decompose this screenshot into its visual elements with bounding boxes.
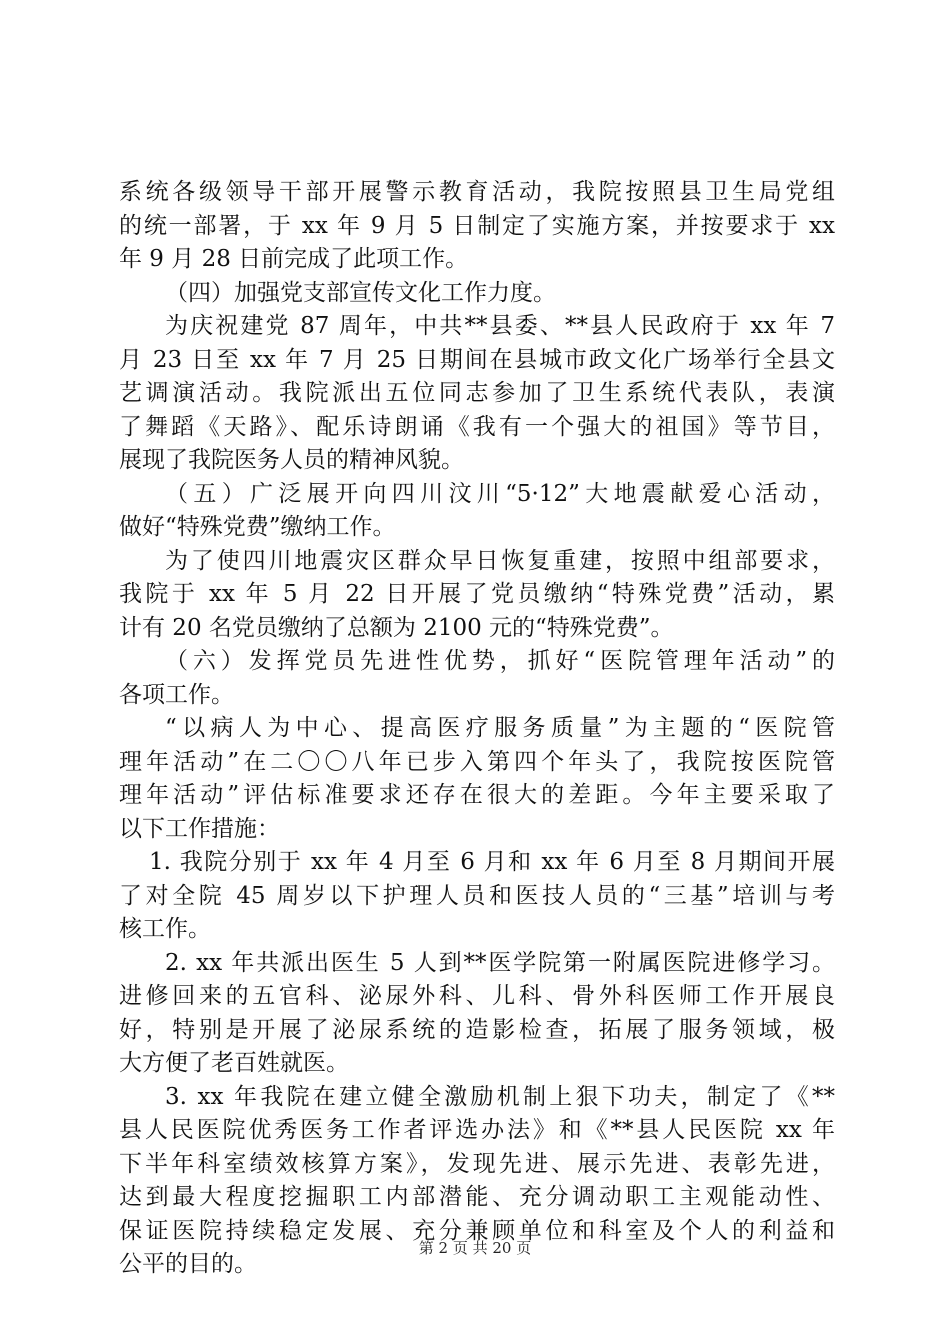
text-line: 展现了我院医务人员的精神风貌。 [119, 447, 464, 473]
text-line: 大方便了老百姓就医。 [119, 1050, 349, 1076]
text-line: 计有 20 名党员缴纳了总额为 2100 元的“特殊党费”。 [119, 614, 674, 641]
text-line: 理年活动”评估标准要求还存在很大的差距。今年主要采取了 [119, 782, 835, 808]
text-line: 的统一部署，于 xx 年 9 月 5 日制定了实施方案，并按要求于 xx [119, 212, 835, 239]
list-item: 3. xx 年我院在建立健全激励机制上狠下功夫，制定了《** [165, 1083, 835, 1110]
text-line: 艺调演活动。我院派出五位同志参加了卫生系统代表队，表演 [119, 380, 835, 406]
text-line: 保证医院持续稳定发展、充分兼顾单位和科室及个人的利益和 [119, 1217, 835, 1244]
section-heading: （六）发挥党员先进性优势，抓好“医院管理年活动”的 [165, 648, 835, 674]
text-line: 核工作。 [119, 916, 211, 942]
section-heading: 各项工作。 [119, 681, 234, 708]
text-line: 达到最大程度挖掘职工内部潜能、充分调动职工主观能动性、 [119, 1184, 835, 1210]
section-heading: （四）加强党支部宣传文化工作力度。 [165, 279, 556, 306]
page-number-footer: 第 2 页 共 20 页 [418, 1239, 532, 1257]
text-line: 公平的目的。 [119, 1251, 257, 1277]
text-line: 我院于 xx 年 5 月 22 日开展了党员缴纳“特殊党费”活动，累 [119, 581, 835, 607]
text-line: “以病人为中心、提高医疗服务质量”为主题的“医院管 [165, 715, 835, 741]
text-line: 进修回来的五官科、泌尿外科、儿科、骨外科医师工作开展良 [119, 983, 835, 1009]
text-line: 月 23 日至 xx 年 7 月 25 日期间在县城市政文化广场举行全县文 [119, 346, 835, 373]
text-line: 年 9 月 28 日前完成了此项工作。 [119, 246, 469, 272]
document-body [119, 176, 835, 1282]
text-line: 下半年科室绩效核算方案》，发现先进、展示先进、表彰先进， [119, 1150, 835, 1177]
list-item: 1. 我院分别于 xx 年 4 月至 6 月和 xx 年 6 月至 8 月期间开展 [149, 849, 835, 875]
text-line: 好，特别是开展了泌尿系统的造影检查，拓展了服务领域，极 [119, 1016, 835, 1043]
text-line: 了舞蹈《天路》、配乐诗朗诵《我有一个强大的祖国》等节目， [119, 413, 835, 440]
text-line: 为了使四川地震灾区群众早日恢复重建，按照中组部要求， [165, 547, 835, 574]
text-line: 以下工作措施： [119, 815, 280, 842]
text-line: 为庆祝建党 87 周年，中共**县委、**县人民政府于 xx 年 7 [165, 313, 835, 339]
list-item: 2. xx 年共派出医生 5 人到**医学院第一附属医院进修学习。 [165, 949, 835, 976]
section-heading: （五）广泛展开向四川汶川“5·12”大地震献爱心活动， [165, 480, 835, 507]
text-line: 系统各级领导干部开展警示教育活动，我院按照县卫生局党组 [119, 179, 835, 205]
section-heading: 做好“特殊党费”缴纳工作。 [119, 514, 396, 540]
text-line: 理年活动”在二〇〇八年已步入第四个年头了，我院按医院管 [119, 748, 835, 775]
text-line: 县人民医院优秀医务工作者评选办法》和《**县人民医院 xx 年 [119, 1117, 835, 1143]
text-line: 了对全院 45 周岁以下护理人员和医技人员的“三基”培训与考 [119, 882, 835, 909]
